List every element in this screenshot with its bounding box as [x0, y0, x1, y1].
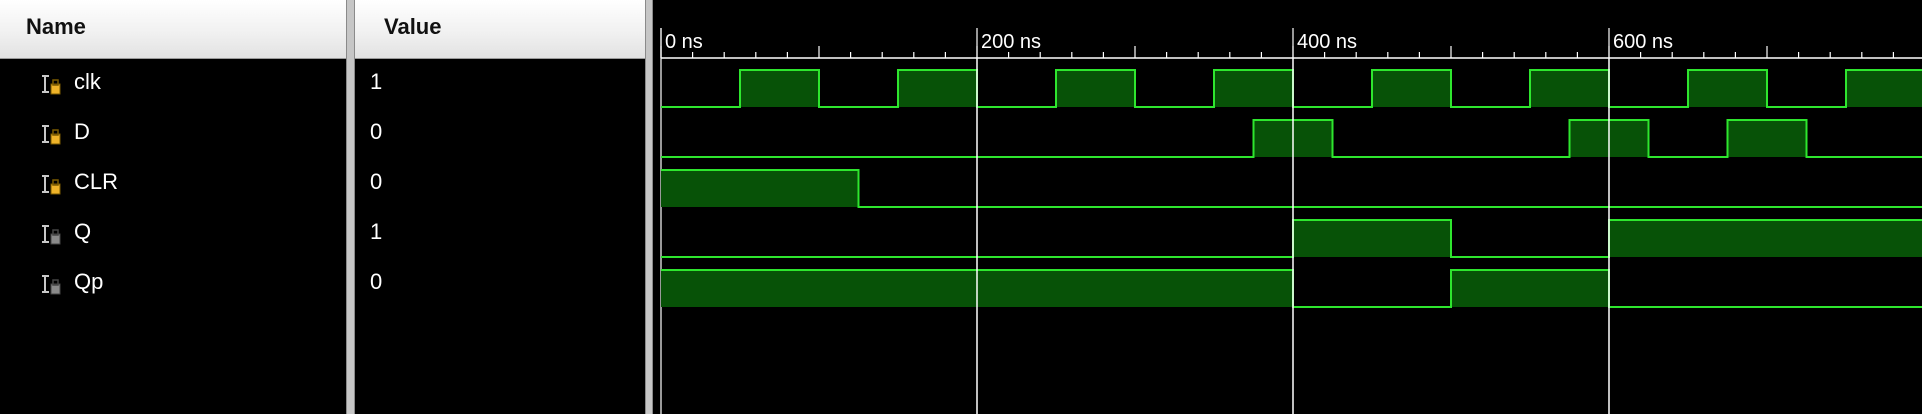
signal-input-icon: [40, 122, 62, 146]
value-wave-splitter[interactable]: [645, 0, 653, 414]
ruler-label: 400 ns: [1297, 31, 1358, 53]
high-pulse: [661, 170, 859, 207]
high-pulse: [1530, 70, 1609, 107]
value-column-header[interactable]: [355, 0, 645, 59]
high-pulse: [740, 70, 819, 107]
waveform-d[interactable]: [661, 120, 1922, 157]
signal-output-icon: [40, 222, 62, 246]
signal-row-d[interactable]: [0, 109, 646, 159]
high-pulse: [1056, 70, 1135, 107]
signal-row-q[interactable]: [0, 209, 646, 259]
signal-input-icon: [40, 72, 62, 96]
waveform-clk[interactable]: [661, 70, 1922, 107]
signal-output-icon: [40, 272, 62, 296]
waveform-clr[interactable]: [661, 170, 1922, 207]
high-pulse: [1451, 270, 1609, 307]
signal-name: Q: [74, 219, 92, 244]
value-header-label: Value: [384, 14, 442, 39]
signal-row-qp[interactable]: [0, 259, 646, 309]
signal-value: 1: [370, 219, 383, 244]
high-pulse: [1846, 70, 1922, 107]
high-pulse: [1293, 220, 1451, 257]
signal-name: clk: [74, 69, 101, 94]
signal-value: 0: [370, 269, 383, 294]
high-pulse: [1214, 70, 1293, 107]
high-pulse: [1728, 120, 1807, 157]
waveform-q[interactable]: [661, 220, 1922, 257]
ruler-label: 0 ns: [665, 31, 703, 53]
high-pulse: [1609, 220, 1922, 257]
ruler-label: 200 ns: [981, 31, 1042, 53]
signal-name: D: [74, 119, 90, 144]
signal-value: 0: [370, 119, 383, 144]
signal-input-icon: [40, 172, 62, 196]
signal-name: Qp: [74, 269, 104, 294]
signal-row-clk[interactable]: [0, 59, 646, 109]
high-pulse: [1688, 70, 1767, 107]
name-header-label: Name: [26, 14, 86, 39]
ruler-label: 600 ns: [1613, 31, 1674, 53]
signal-row-clr[interactable]: [0, 159, 646, 209]
signal-name: CLR: [74, 169, 119, 194]
high-pulse: [898, 70, 977, 107]
high-pulse: [1372, 70, 1451, 107]
waveform-qp[interactable]: [661, 270, 1922, 307]
signal-value: 0: [370, 169, 383, 194]
waveform-pane[interactable]: [653, 0, 1922, 414]
signal-value: 1: [370, 69, 383, 94]
name-column-header[interactable]: [0, 0, 346, 59]
